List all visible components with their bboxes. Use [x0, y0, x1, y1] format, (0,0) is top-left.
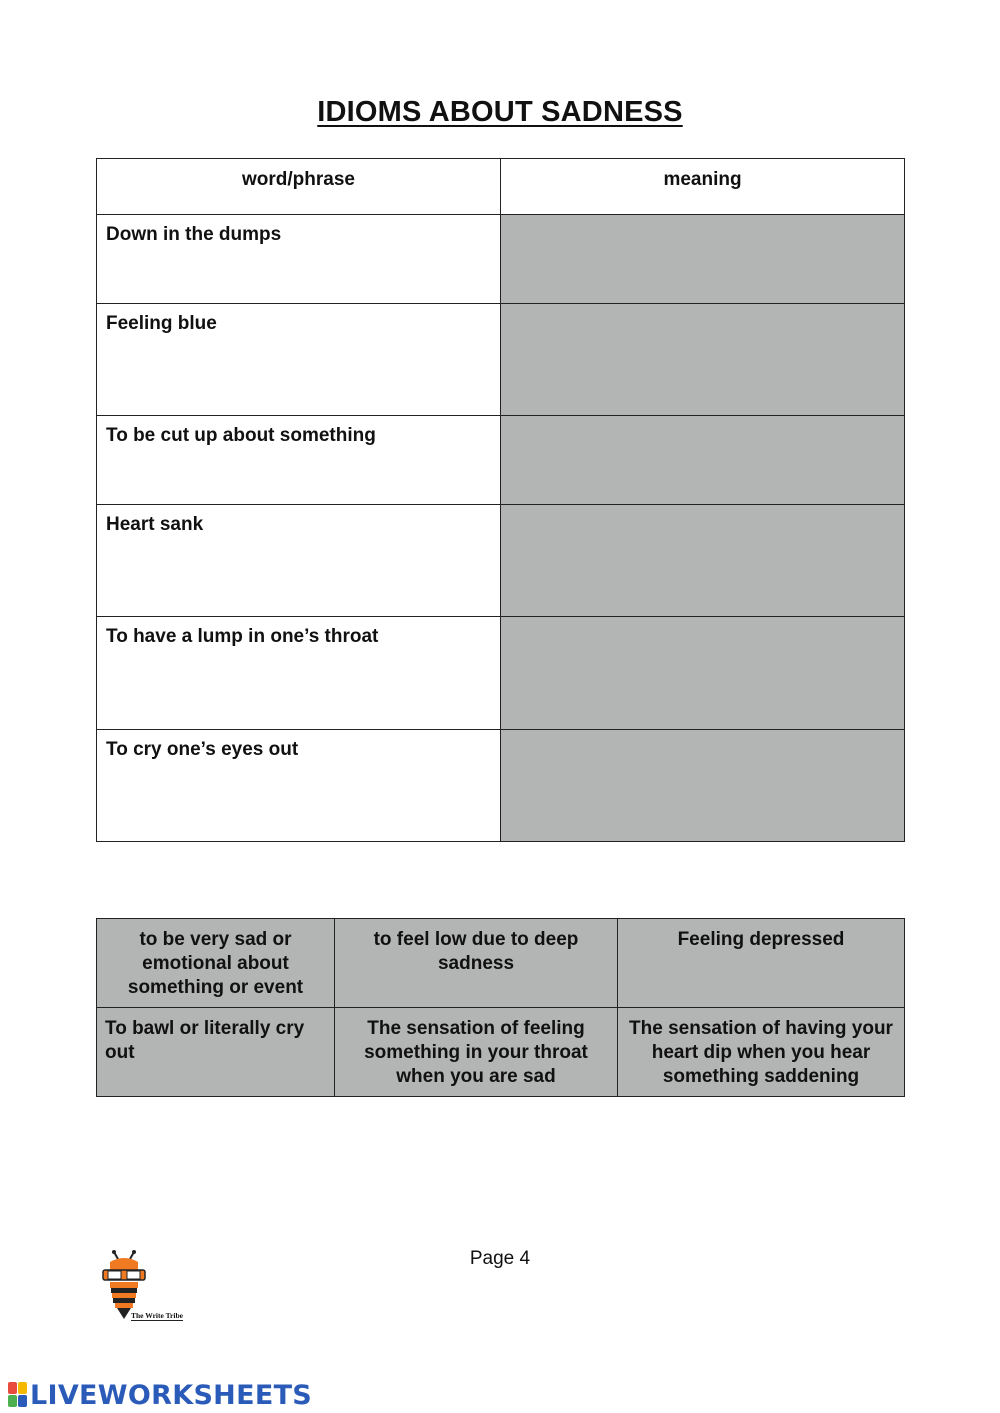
logo-caption: The Write Tribe — [131, 1311, 183, 1320]
table-row — [97, 304, 905, 416]
phrase-cell: To have a lump in one’s throat — [97, 617, 501, 730]
meaning-drop-zone[interactable] — [501, 304, 905, 416]
table-row — [97, 505, 905, 617]
answer-card[interactable]: To bawl or literally cry out — [97, 1008, 335, 1097]
idioms-table — [96, 158, 905, 842]
answer-card[interactable]: The sensation of feeling something in your throat when you are sad — [335, 1008, 618, 1097]
answer-card[interactable]: Feeling depressed — [618, 919, 905, 1008]
answer-card[interactable]: The sensation of having your heart dip when you hear something saddening — [618, 1008, 905, 1097]
table-header-row — [97, 159, 905, 215]
answer-bank-table — [96, 918, 905, 1097]
meaning-drop-zone[interactable] — [501, 730, 905, 842]
table-row — [97, 416, 905, 505]
liveworksheets-logo-icon — [8, 1382, 28, 1408]
table-row — [97, 617, 905, 730]
table-row — [97, 215, 905, 304]
answer-row — [97, 1008, 905, 1097]
answer-card[interactable]: to feel low due to deep sadness — [335, 919, 618, 1008]
page-number: Page 4 — [469, 1248, 531, 1269]
phrase-cell: To be cut up about something — [97, 416, 501, 505]
answer-card[interactable]: to be very sad or emotional about something or event — [97, 919, 335, 1008]
phrase-cell: Down in the dumps — [97, 215, 501, 304]
brand-wordmark: LIVEWORKSHEETS — [30, 1379, 313, 1411]
meaning-drop-zone[interactable] — [501, 505, 905, 617]
phrase-cell: Heart sank — [97, 505, 501, 617]
page-title: IDIOMS ABOUT SADNESS — [317, 96, 683, 128]
table-row — [97, 730, 905, 842]
answer-row — [97, 919, 905, 1008]
meaning-drop-zone[interactable] — [501, 215, 905, 304]
liveworksheets-brand — [8, 1380, 312, 1410]
header-phrase: word/phrase — [97, 159, 501, 215]
meaning-drop-zone[interactable] — [501, 617, 905, 730]
header-meaning: meaning — [501, 159, 905, 215]
meaning-drop-zone[interactable] — [501, 416, 905, 505]
phrase-cell: Feeling blue — [97, 304, 501, 416]
phrase-cell: To cry one’s eyes out — [97, 730, 501, 842]
